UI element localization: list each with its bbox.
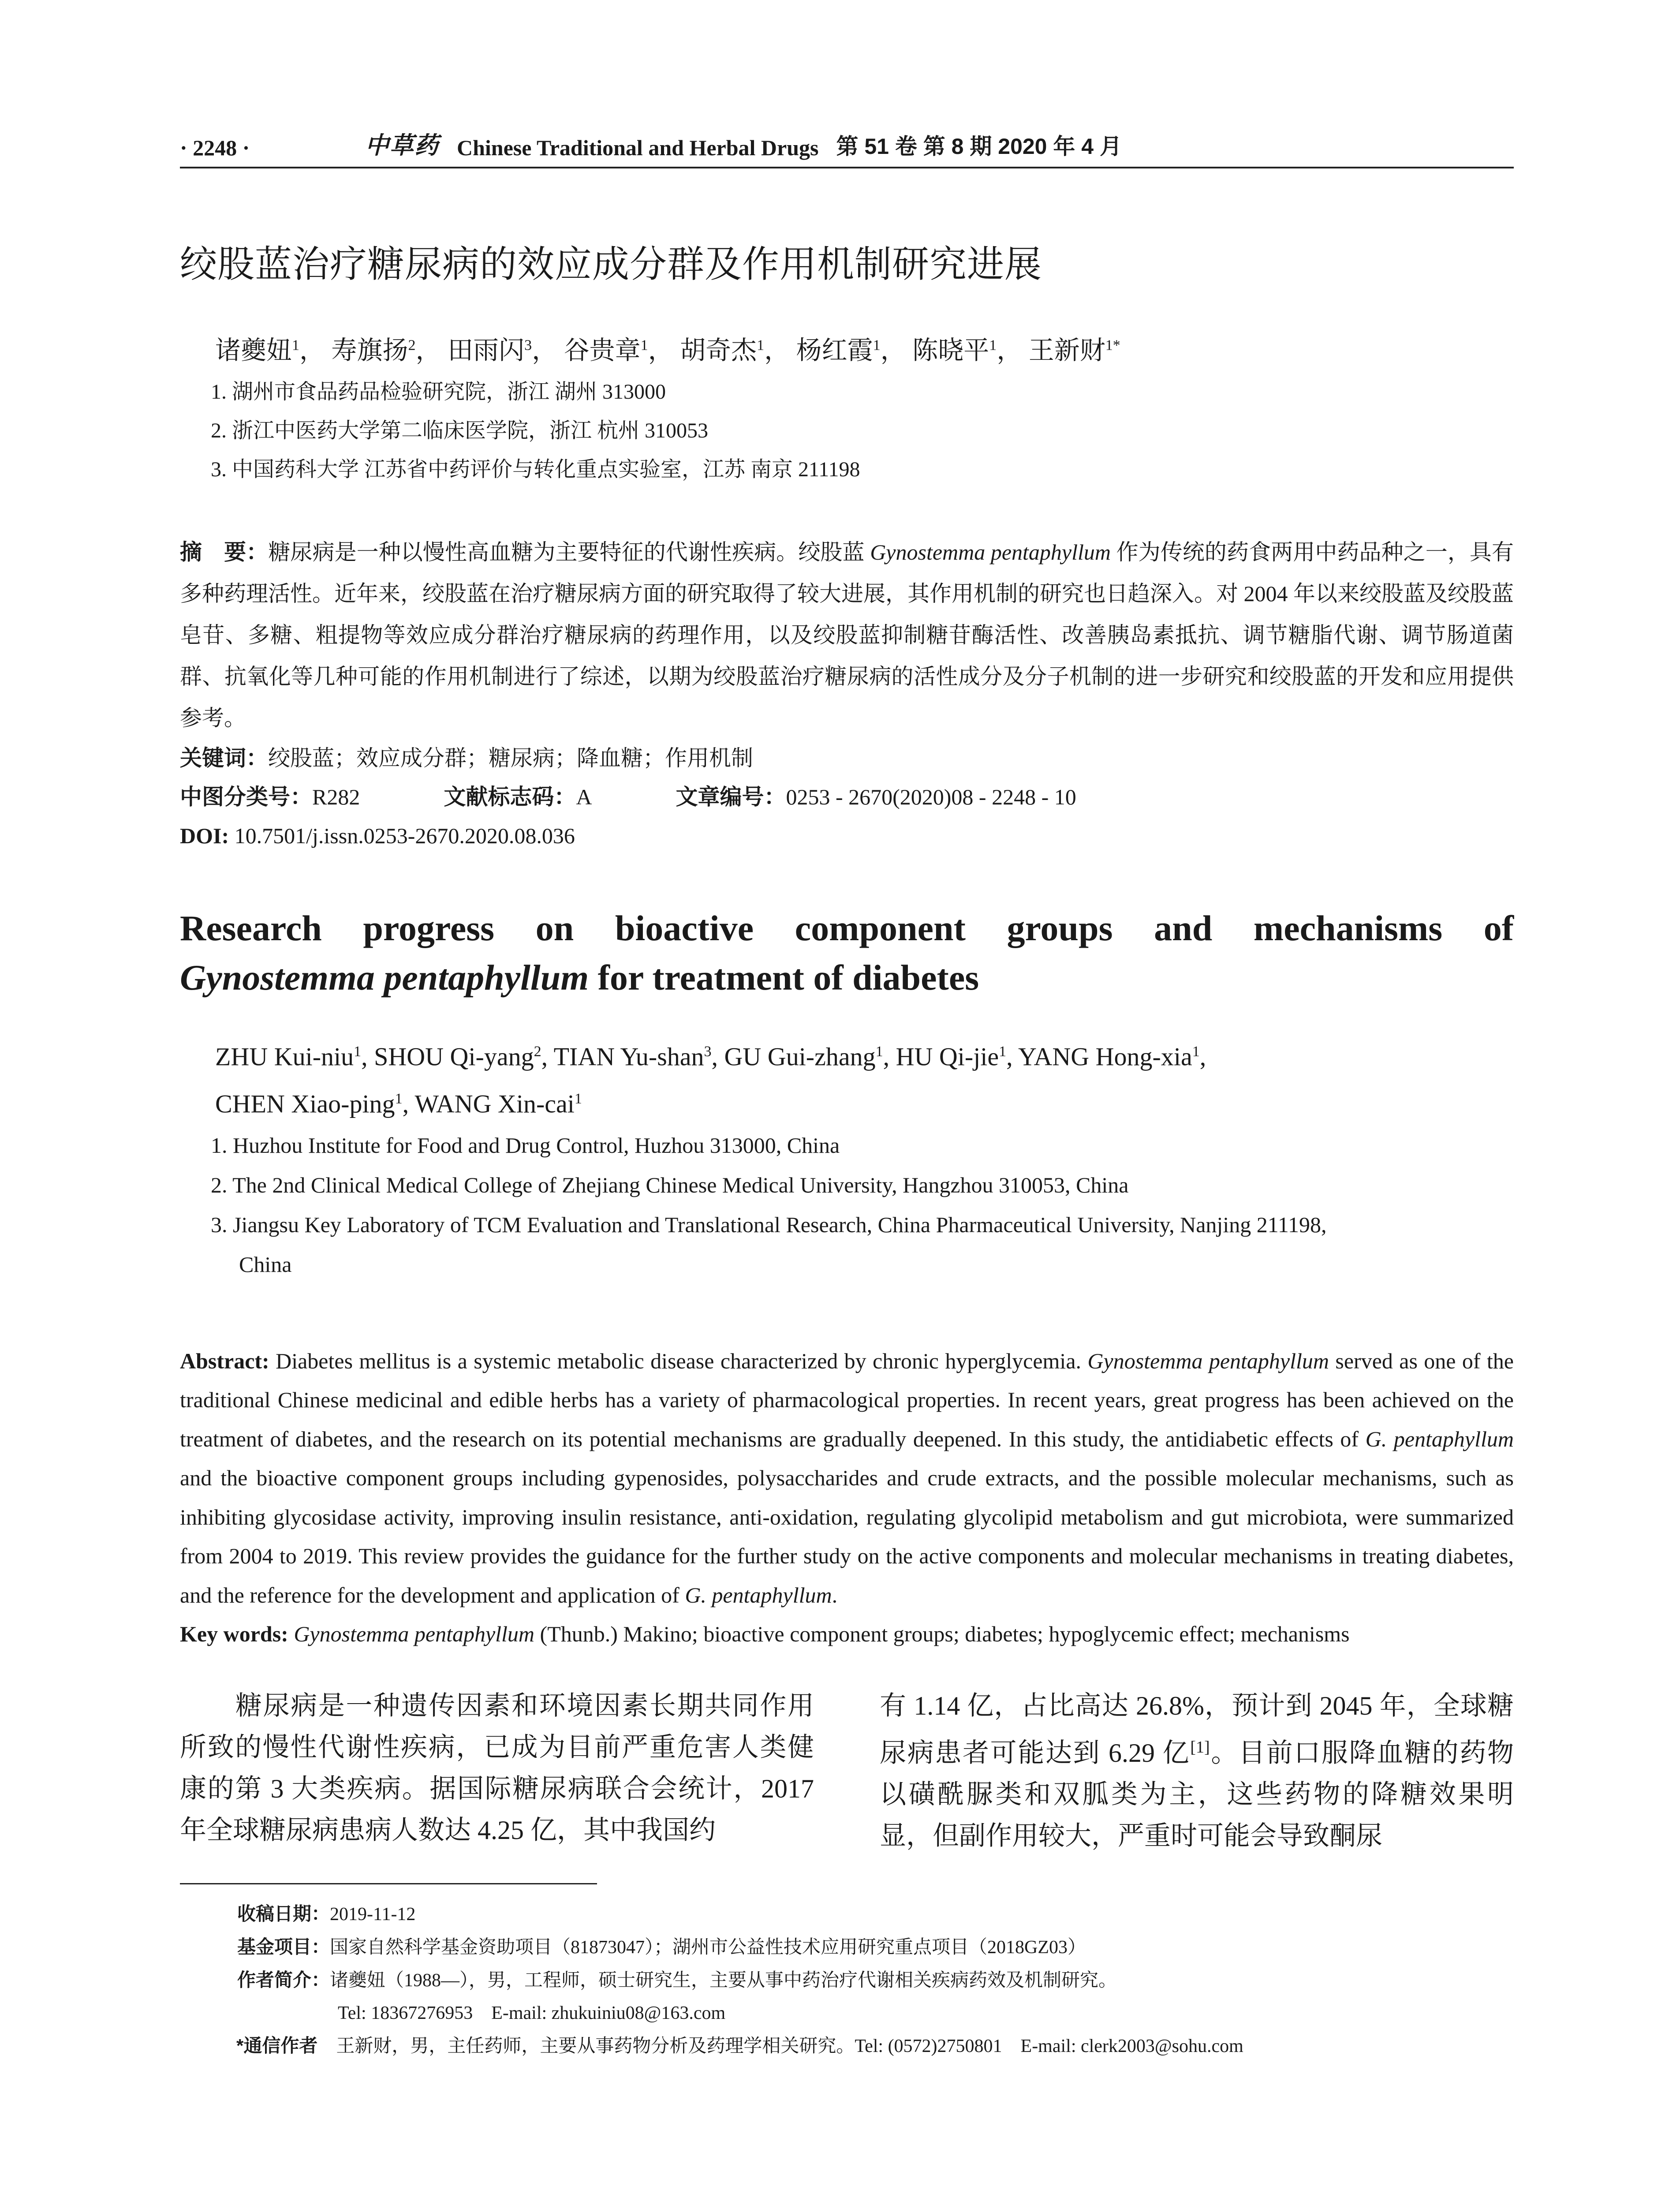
clc-value: R282 bbox=[312, 785, 360, 809]
reference-citation[interactable]: [1] bbox=[1190, 1738, 1210, 1757]
author-sup: 1* bbox=[1105, 337, 1120, 354]
author-separator: , bbox=[711, 1042, 724, 1071]
corresponding-label: *通信作者 bbox=[236, 2035, 318, 2056]
author-separator: , bbox=[361, 1042, 374, 1071]
body-paragraph: 糖尿病是一种遗传因素和环境因素长期共同作用所致的慢性代谢性疾病，已成为目前严重危害人类健康的第 3 大类疾病。据国际糖尿病联合会统计，2017 年全球糖尿病患病人数达 4.25 亿，其中我国约 bbox=[180, 1691, 814, 1845]
english-title-line1: Research progress on bioactive component groups and mechanisms of bbox=[180, 908, 1514, 948]
chinese-keywords bbox=[180, 739, 1514, 777]
body-text: 。目前口服降血糖的药物以磺酰脲类和双胍类为主，这些药物的降糖效果明显，但副作用较大，严重时可能会导致酮尿 bbox=[880, 1738, 1514, 1851]
doi-label: DOI: bbox=[180, 823, 229, 848]
body-text: 有 1.14 亿，占比高达 26.8%，预计到 2045 年，全球糖尿病患者可能达到 6.29 亿 bbox=[880, 1691, 1514, 1768]
affiliation: 1. 湖州市食品药品检验研究院，浙江 湖州 313000 bbox=[211, 380, 666, 404]
keywords-text: 绞股蓝；效应成分群；糖尿病；降血糖；作用机制 bbox=[268, 746, 753, 770]
abstract-text: 糖尿病是一种以慢性高血糖为主要特征的代谢性疾病。绞股蓝 bbox=[268, 540, 870, 564]
author: 谷贵章 bbox=[564, 336, 641, 365]
english-title-line2 bbox=[180, 953, 1514, 1002]
author: 寿旗扬 bbox=[331, 336, 408, 365]
author: ZHU Kui-niu bbox=[215, 1042, 354, 1071]
latin-name: G. pentaphyllum bbox=[1365, 1426, 1514, 1451]
abstract-label: 摘 要： bbox=[180, 540, 269, 564]
english-keywords bbox=[180, 1615, 1514, 1653]
author-sup: 2 bbox=[534, 1043, 541, 1060]
received-date: 2019-11-12 bbox=[330, 1904, 416, 1925]
english-authors bbox=[180, 1031, 1514, 1125]
latin-name: G. pentaphyllum bbox=[685, 1582, 832, 1607]
latin-name: Gynostemma pentaphyllum bbox=[1087, 1348, 1329, 1373]
author: TIAN Yu-shan bbox=[553, 1042, 704, 1071]
author-sup: 1 bbox=[875, 1043, 883, 1060]
footnote-divider bbox=[180, 1883, 597, 1884]
abstract-text: . bbox=[832, 1582, 838, 1607]
author-sup: 1 bbox=[989, 337, 997, 354]
author: 田雨闪 bbox=[448, 336, 525, 365]
doi-link[interactable]: 10.7501/j.issn.0253-2670.2020.08.036 bbox=[229, 823, 575, 848]
author-sup: 3 bbox=[524, 337, 532, 354]
received-label: 收稿日期： bbox=[237, 1903, 330, 1925]
author-separator: , bbox=[541, 1042, 554, 1071]
author-sup: 3 bbox=[704, 1043, 712, 1060]
author: 杨红霞 bbox=[796, 336, 873, 365]
latin-name: Gynostemma pentaphyllum bbox=[294, 1622, 535, 1647]
author-sup: 1 bbox=[999, 1043, 1007, 1060]
latin-name: Gynostemma pentaphyllum bbox=[180, 957, 589, 998]
abstract-text: Diabetes mellitus is a systemic metabolic disease characterized by chronic hyperglycemia. bbox=[269, 1348, 1088, 1373]
body-columns bbox=[180, 1685, 1514, 1857]
fund-text: 国家自然科学基金资助项目（81873047）；湖州市公益性技术应用研究重点项目（2018GZ03） bbox=[330, 1937, 1086, 1958]
affiliation: 1. Huzhou Institute for Food and Drug Control, Huzhou 313000, China bbox=[211, 1132, 840, 1158]
chinese-title: 绞股蓝治疗糖尿病的效应成分群及作用机制研究进展 bbox=[180, 243, 1042, 285]
author-contact: Tel: 18367276953 E-mail: zhukuiniu08@163.com bbox=[338, 2003, 726, 2024]
affiliation-continued bbox=[180, 1245, 1514, 1284]
chinese-abstract bbox=[180, 531, 1514, 739]
latin-name: Gynostemma pentaphyllum bbox=[870, 540, 1111, 564]
body-right-column bbox=[880, 1685, 1514, 1857]
keywords-label: Key words: bbox=[180, 1622, 288, 1647]
abstract-text: and the bioactive component groups including gypenosides, polysaccharides and crude extracts, and the possible molecular mechanisms, such as inhibiting glycosidase activity, improving insulin resistance, anti-oxidation, regulating glycolipid metabolism and gut microbiota, were summarized from 2004 to 2019. This review provides the guidance for the further study on the active components and molecular mechanisms in treating diabetes, and the reference for the development and application of bbox=[180, 1465, 1514, 1607]
affiliation: 3. Jiangsu Key Laboratory of TCM Evaluation and Translational Research, China Pharmaceutical University, Nanjing 211198, bbox=[211, 1212, 1327, 1237]
author: SHOU Qi-yang bbox=[374, 1042, 534, 1071]
doc-code-label: 文献标志码： bbox=[444, 785, 576, 809]
journal-name: Chinese Traditional and Herbal Drugs bbox=[457, 135, 819, 160]
keywords-text: (Thunb.) Makino; bioactive component groups; diabetes; hypoglycemic effect; mechanisms bbox=[534, 1622, 1350, 1647]
clc-label: 中图分类号： bbox=[180, 785, 312, 809]
page-number: · 2248 · bbox=[180, 135, 250, 160]
chinese-affiliations bbox=[180, 379, 1514, 483]
issue-info: 第 51 卷 第 8 期 2020 年 4 月 bbox=[836, 134, 1122, 159]
abstract-text: 作为传统的药食两用中药品种之一，具有多种药理活性。近年来，绞股蓝在治疗糖尿病方面的研究取得了较大进展，其作用机制的研究也日趋深入。对 2004 年以来绞股蓝及绞股蓝皂苷、多糖、粗提物等效应成分群治疗糖尿病的药理作用，以及绞股蓝抑制糖苷酶活性、改善胰岛素抵抗、调节糖脂代谢、调节肠道菌群、抗氧化等几种可能的作用机制进行了综述，以期为绞股蓝治疗糖尿病的活性成分及分子机制的进一步研究和绞股蓝的开发和应用提供参考。 bbox=[180, 540, 1514, 730]
doi bbox=[180, 816, 1514, 855]
fund-label: 基金项目： bbox=[237, 1936, 330, 1958]
abstract-label: Abstract: bbox=[180, 1348, 269, 1373]
paper-page bbox=[180, 132, 1514, 2063]
keywords-label: 关键词： bbox=[180, 746, 268, 770]
article-no-value: 0253 - 2670(2020)08 - 2248 - 10 bbox=[786, 785, 1076, 809]
article-no-label: 文章编号： bbox=[676, 785, 786, 809]
affiliation: 2. 浙江中医药大学第二临床医学院，浙江 杭州 310053 bbox=[211, 419, 709, 442]
author-bio: 诸夔妞（1988—），男，工程师，硕士研究生，主要从事中药治疗代谢相关疾病药效及机制研究。 bbox=[330, 1970, 1117, 1991]
author: 胡奇杰 bbox=[680, 336, 757, 365]
body-left-column bbox=[180, 1685, 814, 1857]
author-sup: 1 bbox=[354, 1043, 362, 1060]
author: YANG Hong-xia bbox=[1018, 1042, 1192, 1071]
author: 陈晓平 bbox=[912, 336, 989, 365]
author-separator: , bbox=[883, 1042, 896, 1071]
classification-row bbox=[180, 777, 1514, 816]
english-affiliations bbox=[180, 1125, 1514, 1284]
running-header bbox=[180, 132, 1514, 168]
author: 王新财 bbox=[1028, 336, 1105, 365]
abstract-text: served as one of the traditional Chinese medicinal and edible herbs has a variety of pharmacological properties. In recent years, great progress has been achieved on the treatment of diabetes, and the research on its potential mechanisms are gradually deepened. In this study, the antidiabetic effects of bbox=[180, 1348, 1514, 1451]
author-sup: 2 bbox=[408, 337, 416, 354]
author-sup: 1 bbox=[395, 1091, 403, 1107]
author-sup: 1 bbox=[640, 337, 648, 354]
author-sup: 1 bbox=[574, 1091, 582, 1107]
chinese-authors: 诸夔妞$^1$， 寿旗扬$^2$， 田雨闪$^3$， 谷贵章$^1$， 胡奇杰$^1$， 杨红霞$^1$， 陈晓平$^1$， 王新财$^{1*}$ bbox=[215, 336, 1120, 365]
author: CHEN Xiao-ping bbox=[215, 1089, 395, 1118]
author: HU Qi-jie bbox=[896, 1042, 999, 1071]
english-abstract bbox=[180, 1342, 1514, 1615]
affiliation: 2. The 2nd Clinical Medical College of Zhejiang Chinese Medical University, Hangzhou 310053, China bbox=[211, 1172, 1129, 1197]
author: WANG Xin-cai bbox=[414, 1089, 575, 1118]
author: GU Gui-zhang bbox=[724, 1042, 876, 1071]
author-sup: 1 bbox=[873, 337, 881, 354]
author-separator: , bbox=[1006, 1042, 1019, 1071]
journal-info bbox=[365, 127, 1514, 161]
author-sup: 1 bbox=[757, 337, 765, 354]
author-bio-label: 作者简介： bbox=[237, 1970, 330, 1991]
doc-code-value: A bbox=[576, 785, 592, 809]
affiliation: 3. 中国药科大学 江苏省中药评价与转化重点实验室，江苏 南京 211198 bbox=[211, 458, 860, 481]
corresponding-author: 王新财，男，主任药师，主要从事药物分析及药理学相关研究。Tel: (0572)2750801 E-mail: clerk2003@sohu.com bbox=[317, 2036, 1243, 2057]
author: 诸夔妞 bbox=[215, 336, 292, 365]
author-separator: , bbox=[402, 1089, 415, 1118]
journal-logo: 中草药 bbox=[365, 131, 439, 159]
affiliation-cont-text: China bbox=[239, 1252, 292, 1277]
footnotes bbox=[180, 1898, 1514, 2063]
author-sup: 1 bbox=[292, 337, 300, 354]
title-text: for treatment of diabetes bbox=[589, 957, 979, 998]
author-sup: 1 bbox=[1192, 1043, 1200, 1060]
author-separator: , bbox=[1199, 1042, 1206, 1071]
